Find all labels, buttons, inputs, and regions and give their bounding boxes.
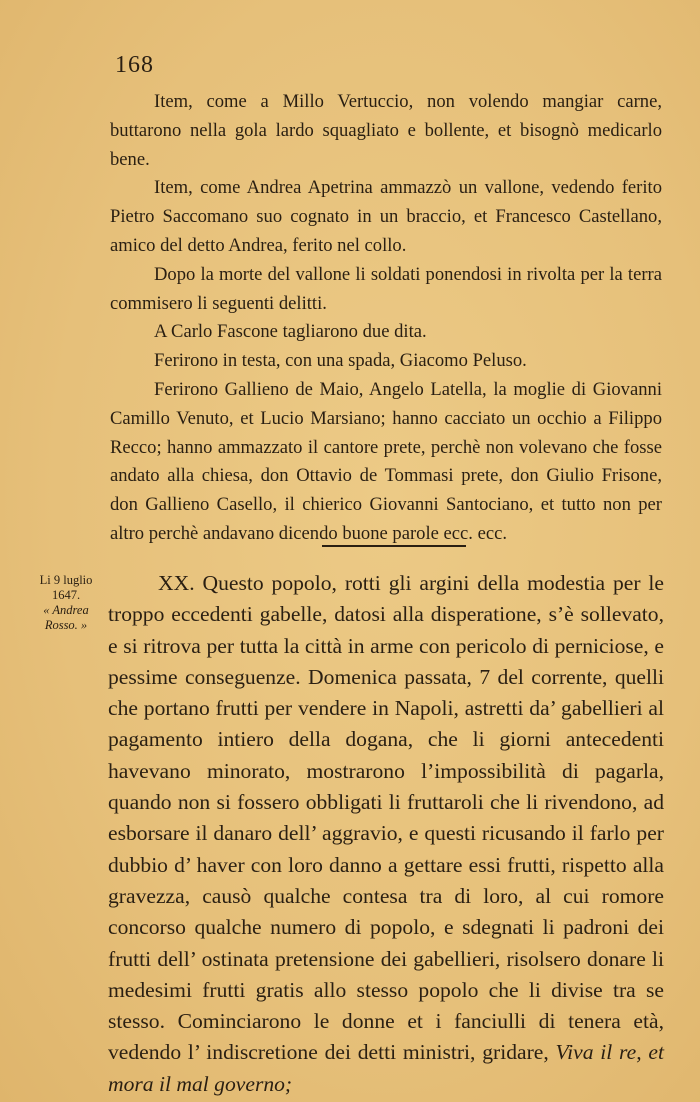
paragraph-rivolta: Dopo la morte del vallone li soldati ponendosi in rivolta per la terra commisero li seguenti delitti. bbox=[110, 263, 662, 314]
top-text-block bbox=[110, 88, 662, 549]
paragraph-apetrina: Item, come Andrea Apetrina ammazzò un vallone, vedendo ferito Pietro Saccomano suo cognato in un braccio, et Francesco Castellano, amico del detto Andrea, ferito nel collo. bbox=[110, 177, 662, 256]
margin-note-author-2: Rosso. » bbox=[44, 618, 88, 632]
paragraph-fascone: A Carlo Fascone tagliarono due dita. bbox=[154, 321, 427, 343]
margin-note bbox=[27, 573, 105, 633]
paragraph-xx-italic: Viva il re, et mora il mal governo; bbox=[108, 1040, 664, 1096]
paragraph-feriti: Ferirono Gallieno de Maio, Angelo Latella, la moglie di Giovanni Camillo Venuto, et Lucio Marsiano; hanno cacciato un occhio a Filippo Recco; hanno ammazzato il cantore prete, perchè non volevano che fosse andato alla chiesa, don Ottavio de Tommasi prete, don Giulio Frisone, don Gallieno Casello, il chierico Giovanni Santociano, et tutto non per altro perchè andavano dicendo buone parole ecc. ecc. bbox=[110, 378, 662, 544]
main-text-block bbox=[108, 568, 664, 1100]
page-number: 168 bbox=[115, 52, 154, 78]
paragraph-peluso: Ferirono in testa, con una spada, Giacomo Peluso. bbox=[154, 350, 527, 372]
section-divider bbox=[322, 545, 466, 547]
margin-note-date: Li 9 luglio bbox=[39, 573, 93, 587]
paragraph-vertuccio: Item, come a Millo Vertuccio, non volendo mangiar carne, buttarono nella gola lardo squagliato e bollente, et bisognò medicarlo bene. bbox=[110, 91, 662, 170]
margin-note-year: 1647. bbox=[51, 588, 81, 602]
paragraph-xx-text: XX. Questo popolo, rotti gli argini della modestia per le troppo eccedenti gabelle, datosi alla disperatione, s’è sollevato, e si ritrova per tutta la città in arme con pericolo di perniciose, e pessime conseguenze. Domenica passata, 7 del corrente, quelli che portano frutti per vendere in Napoli, astretti da’ gabellieri al pagamento intiero della dogana, che li giorni antecedenti havevano minorato, mostrarono l’impossibilità di pagarla, quando non si fossero obbligati li fruttaroli che li rivendono, ad esborsare il danaro dell’ aggravio, e questi ricusando il farlo per dubbio d’ haver con loro danno a gettare essi frutti, rispetto alla gravezza, causò qualche contesa tra di loro, al cui romore concorso qualche numero di popolo, e sdegnati li padroni dei frutti dell’ ostinata pretensione dei gabellieri, risolsero donare li medesimi frutti gratis allo stesso popolo che li divise tra se stesso. Cominciarono le donne et i fanciulli di tenera età, vedendo l’ indiscretione dei detti ministri, gridare, bbox=[108, 571, 664, 1065]
margin-note-author-1: « Andrea bbox=[43, 603, 89, 617]
paragraph-xx bbox=[108, 568, 664, 1100]
